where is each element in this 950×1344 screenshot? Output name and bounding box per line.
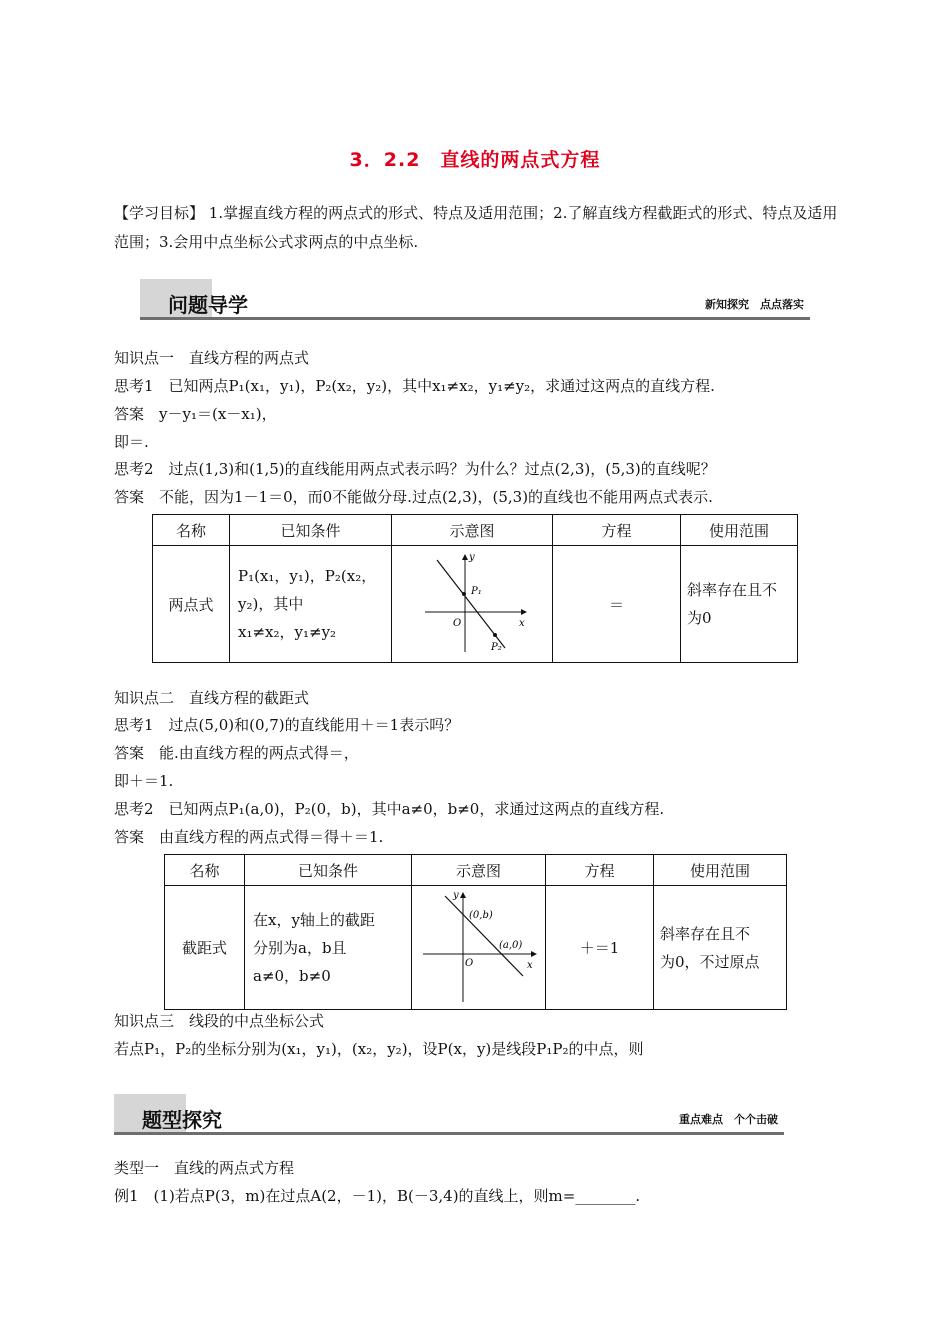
row-equation: ＝ bbox=[553, 546, 681, 663]
header-condition: 已知条件 bbox=[245, 855, 412, 886]
answer-1-cont: 即＝. bbox=[114, 433, 149, 451]
point-p2 bbox=[493, 633, 497, 637]
two-point-form-table bbox=[152, 514, 798, 663]
row-diagram bbox=[412, 886, 546, 1010]
think-2: 思考2 过点(1,3)和(1,5)的直线能用两点式表示吗？为什么？过点(2,3)，(5,3)的直线呢？ bbox=[114, 460, 716, 478]
answer-3: 答案 能.由直线方程的两点式得＝， bbox=[114, 744, 359, 762]
p1-label: P₁ bbox=[471, 586, 482, 597]
header-name: 名称 bbox=[165, 855, 245, 886]
intercept-form-table bbox=[164, 854, 787, 1010]
point-p1 bbox=[462, 592, 466, 596]
knowledge-point-1: 知识点一 直线方程的两点式 bbox=[114, 349, 310, 367]
knowledge-point-3: 知识点三 线段的中点坐标公式 bbox=[114, 1012, 325, 1030]
header-name: 名称 bbox=[153, 515, 230, 546]
origin-label: O bbox=[453, 618, 462, 629]
header-range: 使用范围 bbox=[681, 515, 798, 546]
row-condition: P₁(x₁，y₁)，P₂(x₂， y₂)，其中 x₁≠x₂，y₁≠y₂ bbox=[230, 546, 392, 663]
x-label: x bbox=[519, 618, 525, 629]
x-axis-arrow bbox=[531, 951, 537, 957]
goals-tag: 【学习目标】 bbox=[114, 204, 205, 222]
page-title: 3．2.2 直线的两点式方程 bbox=[349, 149, 601, 171]
row-condition: 在x，y轴上的截距 分别为a，b且 a≠0，b≠0 bbox=[245, 886, 412, 1010]
row-equation: ＋＝1 bbox=[546, 886, 654, 1010]
section-banner-problem-guide bbox=[140, 279, 810, 325]
header-diagram: 示意图 bbox=[412, 855, 546, 886]
header-equation: 方程 bbox=[553, 515, 681, 546]
x-label: x bbox=[526, 959, 533, 971]
header-range: 使用范围 bbox=[654, 855, 787, 886]
banner-rule bbox=[114, 1132, 784, 1135]
answer-2: 答案 不能，因为1－1＝0，而0不能做分母.过点(2,3)，(5,3)的直线也不能用两点式表示. bbox=[114, 488, 713, 506]
y-label: y bbox=[452, 891, 459, 901]
p2-label: P₂ bbox=[491, 642, 502, 653]
x-intercept-label: (a,0) bbox=[498, 939, 522, 951]
y-axis-arrow bbox=[460, 892, 466, 898]
knowledge-point-2: 知识点二 直线方程的截距式 bbox=[114, 689, 310, 707]
row-range: 斜率存在且不 为0 bbox=[681, 546, 798, 663]
banner-subtitle: 重点难点 个个击破 bbox=[679, 1113, 778, 1126]
origin-label: O bbox=[464, 957, 473, 969]
think-3: 思考1 过点(5,0)和(0,7)的直线能用＋＝1表示吗？ bbox=[114, 716, 460, 734]
answer-1: 答案 y－y₁＝(x－x₁)， bbox=[114, 405, 277, 423]
goals-text: 1.掌握直线方程的两点式的形式、特点及适用范围；2.了解直线方程截距式的形式、特点及适用范围；3.会用中点坐标公式求两点的中点坐标. bbox=[114, 204, 838, 251]
think-1: 思考1 已知两点P₁(x₁，y₁)，P₂(x₂，y₂)，其中x₁≠x₂，y₁≠y₂，求通过这两点的直线方程. bbox=[114, 377, 715, 395]
row-range: 斜率存在且不 为0，不过原点 bbox=[654, 886, 787, 1010]
y-label: y bbox=[469, 554, 475, 563]
y-axis-arrow bbox=[462, 554, 468, 560]
row-diagram bbox=[392, 546, 553, 663]
intercept-diagram bbox=[419, 892, 539, 1004]
header-condition: 已知条件 bbox=[230, 515, 392, 546]
banner-title: 题型探究 bbox=[142, 1108, 222, 1132]
row-name: 两点式 bbox=[153, 546, 230, 663]
intercept-line bbox=[445, 896, 523, 976]
banner-rule bbox=[140, 317, 810, 320]
two-point-diagram bbox=[417, 554, 527, 654]
y-intercept-label: (0,b) bbox=[468, 909, 493, 921]
row-name: 截距式 bbox=[165, 886, 245, 1010]
learning-goals bbox=[114, 199, 844, 257]
midpoint-text: 若点P₁，P₂的坐标分别为(x₁，y₁)，(x₂，y₂)，设P(x，y)是线段P₁P₂的中点，则 bbox=[114, 1040, 644, 1058]
banner-subtitle: 新知探究 点点落实 bbox=[705, 298, 804, 311]
example-1: 例1 (1)若点P(3，m)在过点A(2，－1)，B(－3,4)的直线上，则m=________. bbox=[114, 1187, 641, 1205]
x-axis-arrow bbox=[521, 609, 527, 615]
header-equation: 方程 bbox=[546, 855, 654, 886]
answer-4: 答案 由直线方程的两点式得＝得＋＝1. bbox=[114, 828, 384, 846]
type-1-heading: 类型一 直线的两点式方程 bbox=[114, 1159, 295, 1177]
section-banner-question-types bbox=[114, 1094, 784, 1140]
answer-3-cont: 即＋＝1. bbox=[114, 772, 174, 790]
think-4: 思考2 已知两点P₁(a,0)，P₂(0，b)，其中a≠0，b≠0，求通过这两点的直线方程. bbox=[114, 800, 665, 818]
banner-title: 问题导学 bbox=[168, 293, 248, 317]
header-diagram: 示意图 bbox=[392, 515, 553, 546]
